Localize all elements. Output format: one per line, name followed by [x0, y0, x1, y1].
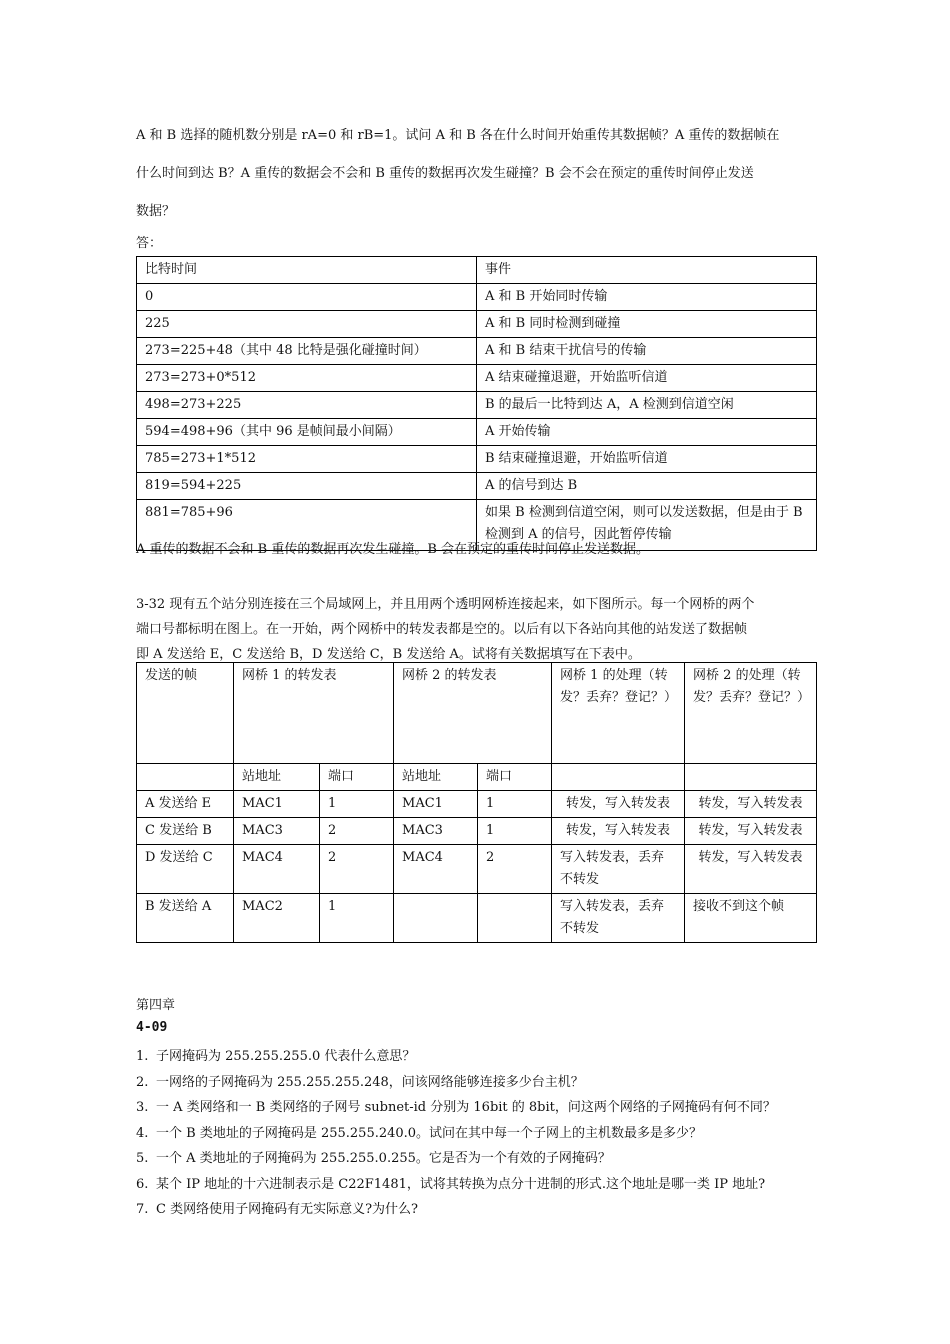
event-cell: A 结束碰撞退避，开始监听信道: [477, 365, 817, 392]
event-cell: B 的最后一比特到达 A，A 检测到信道空闲: [477, 392, 817, 419]
table-header-row: [137, 257, 817, 284]
b2-port-cell: [478, 894, 552, 943]
b2-station-cell: MAC3: [394, 818, 478, 845]
bit-time-cell: 0: [137, 284, 477, 311]
header-port: 端口: [478, 764, 552, 791]
bit-time-event-table: [136, 256, 817, 551]
frame-cell: C 发送给 B: [137, 818, 234, 845]
intro-line-2: 什么时间到达 B？A 重传的数据会不会和 B 重传的数据再次发生碰撞？B 会不会在预定的重传时间停止发送: [136, 166, 754, 181]
item-number: 2.: [136, 1074, 149, 1090]
bit-time-cell: 819=594+225: [137, 473, 477, 500]
question-text: 一个 A 类地址的子网掩码为 255.255.0.255。它是否为一个有效的子网掩码？: [156, 1151, 611, 1166]
table-row: [137, 392, 817, 419]
table-row: [137, 894, 817, 943]
bit-time-cell: 498=273+225: [137, 392, 477, 419]
header-bridge2-processing: 网桥 2 的处理（转发？丢弃？登记？）: [685, 663, 817, 764]
bit-time-cell: 881=785+96: [137, 500, 477, 551]
bit-time-cell: 594=498+96（其中 96 是帧间最小间隔）: [137, 419, 477, 446]
item-number: 7.: [136, 1202, 149, 1217]
header-port: 端口: [320, 764, 394, 791]
table-row: [137, 311, 817, 338]
answer-label: 答：: [136, 236, 163, 251]
q332-line-1: 3-32 现有五个站分别连接在三个局域网上，并且用两个透明网桥连接起来，如下图所示。每一个网桥的两个: [136, 597, 755, 612]
item-number: 3.: [136, 1100, 149, 1115]
b1-processing-cell: 写入转发表，丢弃不转发: [552, 845, 685, 894]
question-text: 一 A 类网络和一 B 类网络的子网号 subnet-id 分别为 16bit 的 8bit，问这两个网络的子网掩码有何不同？: [156, 1100, 776, 1115]
b2-port-cell: 2: [478, 845, 552, 894]
b2-processing-cell: 接收不到这个帧: [685, 894, 817, 943]
table-row: [137, 845, 817, 894]
table-row: [137, 473, 817, 500]
b2-processing-cell: 转发，写入转发表: [685, 791, 817, 818]
empty-cell: [552, 764, 685, 791]
list-item: [136, 1070, 776, 1096]
empty-cell: [685, 764, 817, 791]
b2-station-cell: [394, 894, 478, 943]
b1-station-cell: MAC1: [234, 791, 320, 818]
b1-station-cell: MAC2: [234, 894, 320, 943]
b1-processing-cell: 转发，写入转发表: [552, 791, 685, 818]
event-cell: A 和 B 结束干扰信号的传输: [477, 338, 817, 365]
intro-line-1: A 和 B 选择的随机数分别是 rA=0 和 rB=1。试问 A 和 B 各在什么时间开始重传其数据帧？A 重传的数据帧在: [136, 128, 780, 143]
b2-processing-cell: 转发，写入转发表: [685, 818, 817, 845]
b2-station-cell: MAC1: [394, 791, 478, 818]
event-cell: A 和 B 同时检测到碰撞: [477, 311, 817, 338]
frame-cell: A 发送给 E: [137, 791, 234, 818]
table-row: [137, 338, 817, 365]
list-item: [136, 1095, 776, 1121]
table-row: [137, 818, 817, 845]
header-station-address: 站地址: [394, 764, 478, 791]
b1-port-cell: 1: [320, 791, 394, 818]
table-subheader-row: [137, 764, 817, 791]
header-bit-time: 比特时间: [137, 257, 477, 284]
bit-time-cell: 225: [137, 311, 477, 338]
question-text: 一网络的子网掩码为 255.255.255.248，问该网络能够连接多少台主机？: [156, 1074, 584, 1090]
header-bridge1-processing: 网桥 1 的处理（转发？丢弃？登记？）: [552, 663, 685, 764]
table-row: [137, 791, 817, 818]
q332-line-2: 端口号都标明在图上。在一开始，两个网桥中的转发表都是空的。以后有以下各站向其他的站发送了数据帧: [136, 622, 748, 637]
header-station-address: 站地址: [234, 764, 320, 791]
frame-cell: B 发送给 A: [137, 894, 234, 943]
b2-port-cell: 1: [478, 818, 552, 845]
question-text: C 类网络使用子网掩码有无实际意义?为什么?: [156, 1202, 419, 1217]
question-text: 一个 B 类地址的子网掩码是 255.255.240.0。试问在其中每一个子网上的主机数最多是多少？: [156, 1125, 703, 1141]
list-item: [136, 1197, 776, 1223]
question-3-32: [136, 592, 816, 667]
list-item: [136, 1172, 776, 1198]
bridge-forwarding-table: [136, 662, 817, 943]
chapter-heading: 第四章: [136, 998, 176, 1013]
table-header-row: [137, 663, 817, 764]
intro-paragraph: [136, 126, 816, 222]
b1-processing-cell: 写入转发表，丢弃不转发: [552, 894, 685, 943]
question-list: [136, 1044, 776, 1223]
b2-station-cell: MAC4: [394, 845, 478, 894]
item-number: 5.: [136, 1151, 149, 1166]
list-item: [136, 1121, 776, 1147]
question-text: 某个 IP 地址的十六进制表示是 C22F1481，试将其转换为点分十进制的形式.这个地址是哪一类 IP 地址?: [156, 1176, 766, 1192]
intro-line-3: 数据？: [136, 204, 176, 219]
item-number: 6.: [136, 1176, 149, 1192]
table-row: [137, 284, 817, 311]
conclusion-text: A 重传的数据不会和 B 重传的数据再次发生碰撞。B 会在预定的重传时间停止发送数据。: [136, 542, 650, 557]
empty-cell: [137, 764, 234, 791]
header-bridge1-table: 网桥 1 的转发表: [234, 663, 394, 764]
b1-processing-cell: 转发，写入转发表: [552, 818, 685, 845]
frame-cell: D 发送给 C: [137, 845, 234, 894]
header-event: 事件: [477, 257, 817, 284]
event-cell: 如果 B 检测到信道空闲，则可以发送数据，但是由于 B 检测到 A 的信号，因此暂停传输: [477, 500, 817, 551]
table-row: [137, 365, 817, 392]
list-item: [136, 1044, 776, 1070]
b2-processing-cell: 转发，写入转发表: [685, 845, 817, 894]
b1-station-cell: MAC3: [234, 818, 320, 845]
event-cell: A 的信号到达 B: [477, 473, 817, 500]
list-item: [136, 1146, 776, 1172]
q332-line-3: 即 A 发送给 E，C 发送给 B，D 发送给 C，B 发送给 A。试将有关数据填写在下表中。: [136, 647, 641, 662]
b1-station-cell: MAC4: [234, 845, 320, 894]
event-cell: A 和 B 开始同时传输: [477, 284, 817, 311]
b1-port-cell: 2: [320, 845, 394, 894]
event-cell: A 开始传输: [477, 419, 817, 446]
b1-port-cell: 1: [320, 894, 394, 943]
bit-time-cell: 273=273+0*512: [137, 365, 477, 392]
header-bridge2-table: 网桥 2 的转发表: [394, 663, 552, 764]
bit-time-cell: 273=225+48（其中 48 比特是强化碰撞时间）: [137, 338, 477, 365]
b1-port-cell: 2: [320, 818, 394, 845]
table-row: [137, 446, 817, 473]
question-text: 子网掩码为 255.255.255.0 代表什么意思？: [156, 1049, 416, 1064]
bit-time-cell: 785=273+1*512: [137, 446, 477, 473]
b2-port-cell: 1: [478, 791, 552, 818]
event-cell: B 结束碰撞退避，开始监听信道: [477, 446, 817, 473]
item-number: 1.: [136, 1049, 149, 1064]
section-number: 4-09: [136, 1020, 168, 1035]
table-row: [137, 419, 817, 446]
header-frame: 发送的帧: [137, 663, 234, 764]
item-number: 4.: [136, 1125, 149, 1141]
